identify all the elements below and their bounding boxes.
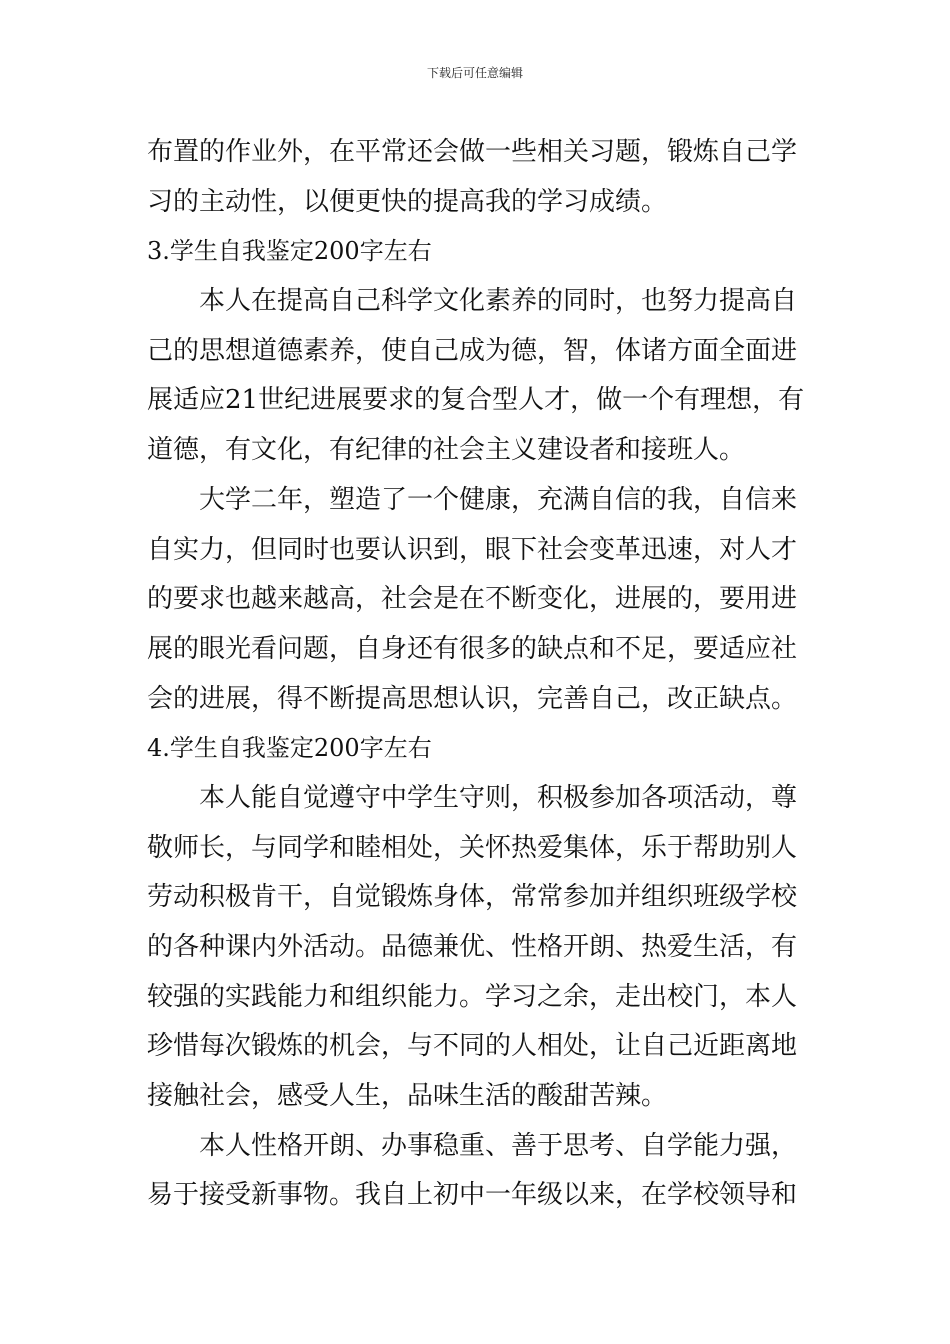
text-line: 接触社会，感受人生，品味生活的酸甜苦辣。 <box>147 1081 668 1112</box>
text-line: 道德，有文化，有纪律的社会主义建设者和接班人。 <box>147 435 746 466</box>
text-line: 敬师长，与同学和睦相处，关怀热爱集体，乐于帮助别人 <box>147 832 798 863</box>
text-line: 较强的实践能力和组织能力。学习之余，走出校门，本人 <box>147 981 798 1012</box>
section-heading: 4.学生自我鉴定200字左右 <box>147 734 432 763</box>
text-line: 己的思想道德素养，使自己成为德，智，体诸方面全面进 <box>147 335 798 366</box>
text-line: 本人能自觉遵守中学生守则，积极参加各项活动，尊 <box>199 782 798 813</box>
text-line: 大学二年，塑造了一个健康，充满自信的我，自信来 <box>199 484 798 515</box>
text-line: 自实力，但同时也要认识到，眼下社会变革迅速，对人才 <box>147 534 798 565</box>
text-line: 的要求也越来越高，社会是在不断变化，进展的，要用进 <box>147 584 798 615</box>
text-line: 本人性格开朗、办事稳重、善于思考、自学能力强， <box>199 1130 798 1161</box>
text-line: 会的进展，得不断提高思想认识，完善自己，改正缺点。 <box>147 683 798 714</box>
text-line: 的各种课内外活动。品德兼优、性格开朗、热爱生活，有 <box>147 932 798 962</box>
text-line: 展的眼光看问题，自身还有很多的缺点和不足，要适应社 <box>147 633 798 664</box>
section-heading: 3.学生自我鉴定200字左右 <box>147 237 432 266</box>
text-line: 劳动积极肯干，自觉锻炼身体，常常参加并组织班级学校 <box>147 882 798 913</box>
page-header: 下载后可任意编辑 <box>426 66 523 80</box>
text-line: 易于接受新事物。我自上初中一年级以来，在学校领导和 <box>147 1180 798 1211</box>
text-line: 布置的作业外，在平常还会做一些相关习题，锻炼自己学 <box>147 137 798 167</box>
text-line: 本人在提高自己科学文化素养的同时，也努力提高自 <box>199 286 798 317</box>
text-line: 展适应21世纪进展要求的复合型人才，做一个有理想，有 <box>147 385 805 416</box>
text-line: 珍惜每次锻炼的机会，与不同的人相处，让自己近距离地 <box>147 1031 798 1062</box>
text-line: 习的主动性，以便更快的提高我的学习成绩。 <box>147 186 668 217</box>
document-body <box>147 128 817 1221</box>
